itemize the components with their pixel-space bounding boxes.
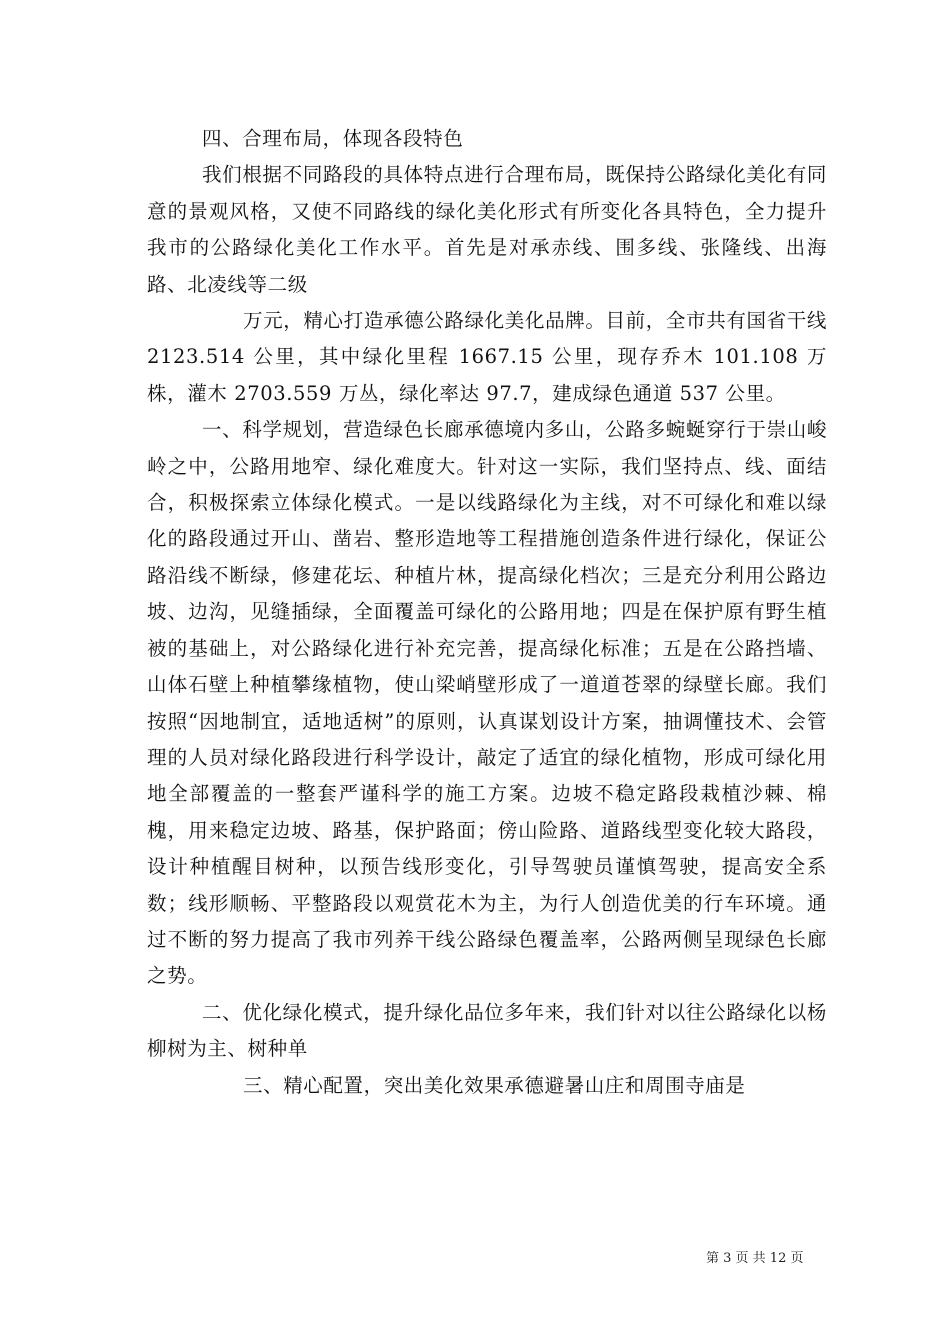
document-body <box>147 121 827 1104</box>
page-number-footer: 第 3 页 共 12 页 <box>706 1251 804 1266</box>
paragraph-section-two: 二、优化绿化模式，提升绿化品位多年来，我们针对以往公路绿化以杨柳树为主、树种单 <box>147 1000 827 1061</box>
section-heading-four: 四、合理布局，体现各段特色 <box>202 127 464 150</box>
paragraph-section-one: 一、科学规划，营造绿色长廊承德境内多山，公路多蜿蜒穿行于崇山峻岭之中，公路用地窄、绿化难度大。针对这一实际，我们坚持点、线、面结合，积极探索立体绿化模式。一是以线路绿化为主线，对不可绿化和难以绿化的路段通过开山、凿岩、整形造地等工程措施创造条件进行绿化，保证公路沿线不断绿，修建花坛、种植片林，提高绿化档次；三是充分利用公路边坡、边沟，见缝插绿，全面覆盖可绿化的公路用地；四是在保护原有野生植被的基础上，对公路绿化进行补充完善，提高绿化标准；五是在公路挡墙、山体石壁上种植攀缘植物，使山梁峭壁形成了一道道苍翠的绿壁长廊。我们按照“因地制宜，适地适树”的原则，认真谋划设计方案，抽调懂技术、会管理的人员对绿化路段进行科学设计，敲定了适宜的绿化植物，形成可绿化用地全部覆盖的一整套严谨科学的施工方案。边坡不稳定路段栽植沙棘、棉槐，用来稳定边坡、路基，保护路面；傍山险路、道路线型变化较大路段，设计种植醒目树种，以预告线形变化，引导驾驶员谨慎驾驶，提高安全系数；线形顺畅、平整路段以观赏花木为主，为行人创造优美的行车环境。通过不断的努力提高了我市列养干线公路绿色覆盖率，公路两侧呈现绿色长廊之势。 <box>147 418 827 988</box>
paragraph-layout: 我们根据不同路段的具体特点进行合理布局，既保持公路绿化美化有同意的景观风格，又使不同路线的绿化美化形式有所变化各具特色，全力提升我市的公路绿化美化工作水平。首先是对承赤线、围多线、张隆线、出海路、北凌线等二级 <box>147 163 827 296</box>
paragraph-statistics: 万元，精心打造承德公路绿化美化品牌。目前，全市共有国省干线 2123.514 公里，其中绿化里程 1667.15 公里，现存乔木 101.108 万株，灌木 2703.559 万丛，绿化率达 97.7，建成绿色通道 537 公里。 <box>147 309 827 405</box>
paragraph-section-three: 三、精心配置，突出美化效果承德避暑山庄和周围寺庙是 <box>243 1073 746 1097</box>
